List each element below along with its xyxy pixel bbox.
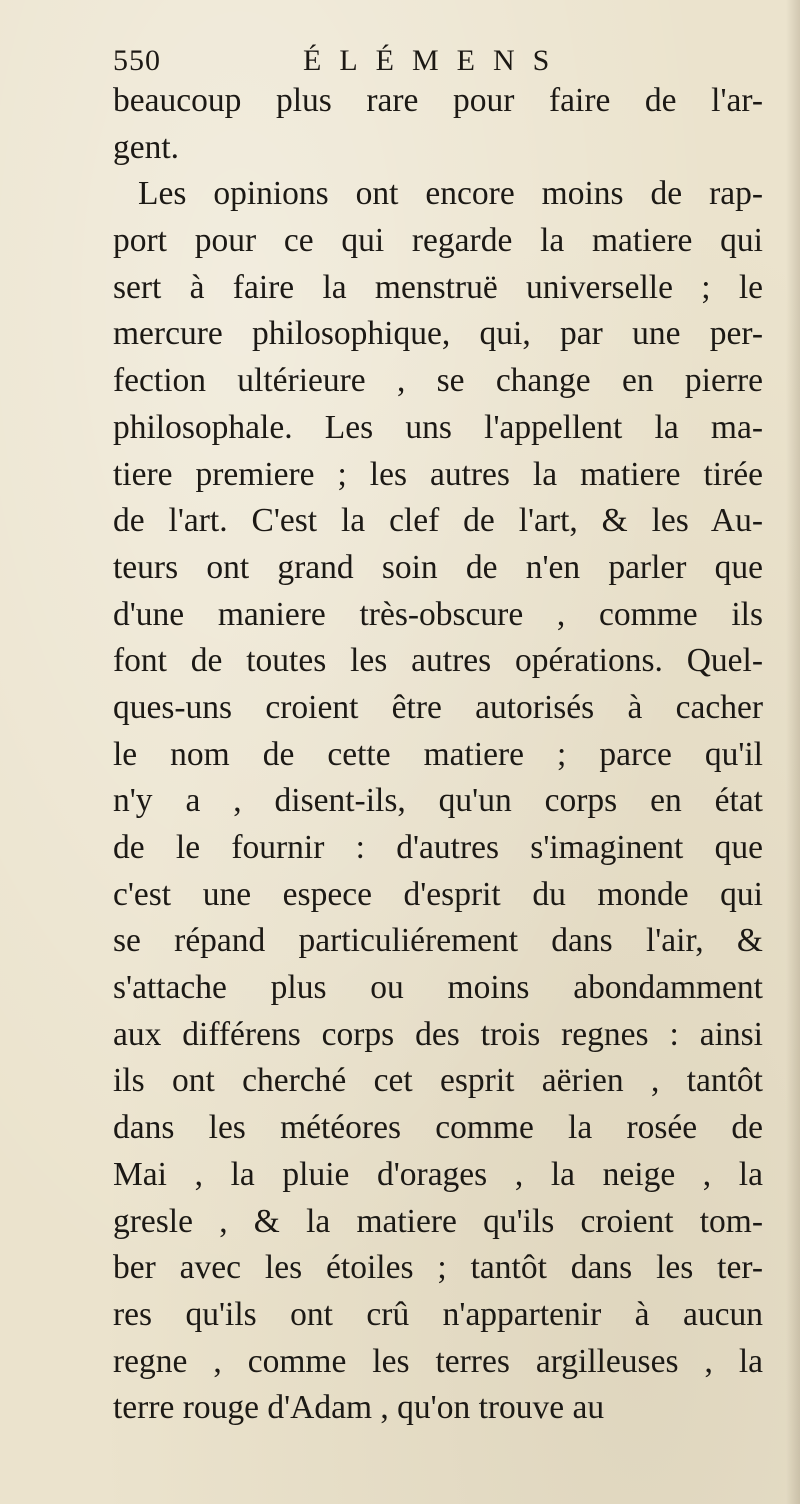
text-line: beaucoup plus rare pour faire de l'ar-	[113, 82, 763, 119]
text-line: n'y a , disent-ils, qu'un corps en état	[113, 782, 763, 820]
page-number: 550	[113, 44, 161, 77]
text-line: tiere premiere ; les autres la matiere tirée	[113, 455, 763, 493]
text-line: gent.	[113, 128, 180, 166]
text-line: regne , comme les terres argilleuses , la	[113, 1342, 763, 1380]
paragraph-start-line: Les opinions ont encore moins de rap-	[138, 175, 763, 213]
text-line: ques-uns croient être autorisés à cacher	[113, 688, 763, 726]
text-line: se répand particuliérement dans l'air, &	[113, 922, 763, 960]
text-line: s'attache plus ou moins abondamment	[113, 969, 763, 1007]
text-line: port pour ce qui regarde la matiere qui	[113, 222, 763, 260]
text-line: dans les météores comme la rosée de	[113, 1109, 763, 1147]
text-line: sert à faire la menstruë universelle ; le	[113, 268, 763, 306]
running-title: ÉLÉMENS	[303, 44, 568, 77]
text-line: ils ont cherché cet esprit aërien , tantôt	[113, 1062, 763, 1100]
text-line: ber avec les étoiles ; tantôt dans les ter-	[113, 1249, 763, 1287]
text-line: aux différens corps des trois regnes : ainsi	[113, 1015, 763, 1053]
text-line: res qu'ils ont crû n'appartenir à aucun	[113, 1295, 763, 1333]
text-line: philosophale. Les uns l'appellent la ma-	[113, 408, 763, 446]
text-line: teurs ont grand soin de n'en parler que	[113, 548, 763, 586]
text-line: le nom de cette matiere ; parce qu'il	[113, 735, 763, 773]
text-line: c'est une espece d'esprit du monde qui	[113, 875, 763, 913]
page-edge-shadow	[786, 0, 800, 1504]
text-line: de le fournir : d'autres s'imaginent que	[113, 829, 763, 866]
text-line: Mai , la pluie d'orages , la neige , la	[113, 1155, 763, 1193]
text-line: de l'art. C'est la clef de l'art, & les Au-	[113, 502, 763, 540]
text-line: terre rouge d'Adam , qu'on trouve au	[113, 1389, 605, 1427]
text-line: fection ultérieure , se change en pierre	[113, 362, 763, 400]
text-line: gresle , & la matiere qu'ils croient tom-	[113, 1202, 763, 1240]
text-line: mercure philosophique, qui, par une per-	[113, 315, 763, 353]
text-line: d'une maniere très-obscure , comme ils	[113, 595, 763, 633]
body-text	[113, 78, 763, 1432]
text-line: font de toutes les autres opérations. Quel-	[113, 642, 763, 680]
